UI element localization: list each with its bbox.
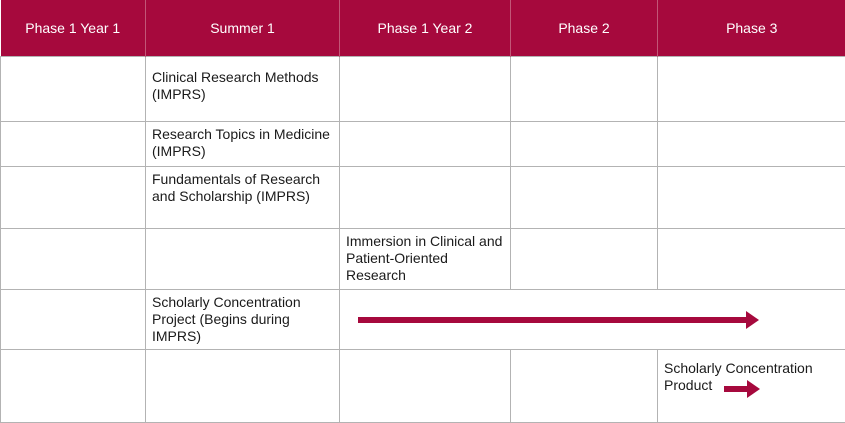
table-cell [1, 167, 146, 229]
table-cell [658, 167, 845, 229]
arrow-head [747, 380, 760, 398]
table-row [1, 229, 845, 290]
column-header-phase1-year1: Phase 1 Year 1 [1, 0, 146, 57]
table-cell: Scholarly Concentration Product [658, 350, 845, 423]
table-cell [146, 229, 340, 290]
column-header-summer1: Summer 1 [146, 0, 340, 57]
header-row [1, 0, 845, 57]
column-header-phase1-year2: Phase 1 Year 2 [340, 0, 511, 57]
table-cell [511, 122, 658, 167]
table-cell [658, 57, 845, 122]
table-cell [340, 350, 511, 423]
table-row [1, 167, 845, 229]
table-cell [146, 350, 340, 423]
table-row [1, 57, 845, 122]
table-cell [658, 122, 845, 167]
table-cell [1, 229, 146, 290]
table-cell: Immersion in Clinical and Patient-Oriented Research [340, 229, 511, 290]
table-cell [511, 57, 658, 122]
table-cell [1, 57, 146, 122]
table-cell [340, 167, 511, 229]
table-cell [340, 57, 511, 122]
table-cell [511, 350, 658, 423]
arrow-head [746, 311, 759, 329]
table-cell: Scholarly Concentration Project (Begins during IMPRS) [146, 290, 340, 350]
table-row [1, 350, 845, 423]
table-cell: Research Topics in Medicine (IMPRS) [146, 122, 340, 167]
column-header-phase3: Phase 3 [658, 0, 845, 57]
table-cell [1, 350, 146, 423]
table-cell [511, 167, 658, 229]
arrow-shaft [358, 317, 747, 323]
table-cell [658, 229, 845, 290]
table-row [1, 122, 845, 167]
arrow-shaft [724, 386, 748, 392]
table-cell: Fundamentals of Research and Scholarship (IMPRS) [146, 167, 340, 229]
table-cell [1, 290, 146, 350]
table-cell [340, 122, 511, 167]
table-cell [511, 229, 658, 290]
column-header-phase2: Phase 2 [511, 0, 658, 57]
table-cell: Clinical Research Methods (IMPRS) [146, 57, 340, 122]
table-cell [1, 122, 146, 167]
